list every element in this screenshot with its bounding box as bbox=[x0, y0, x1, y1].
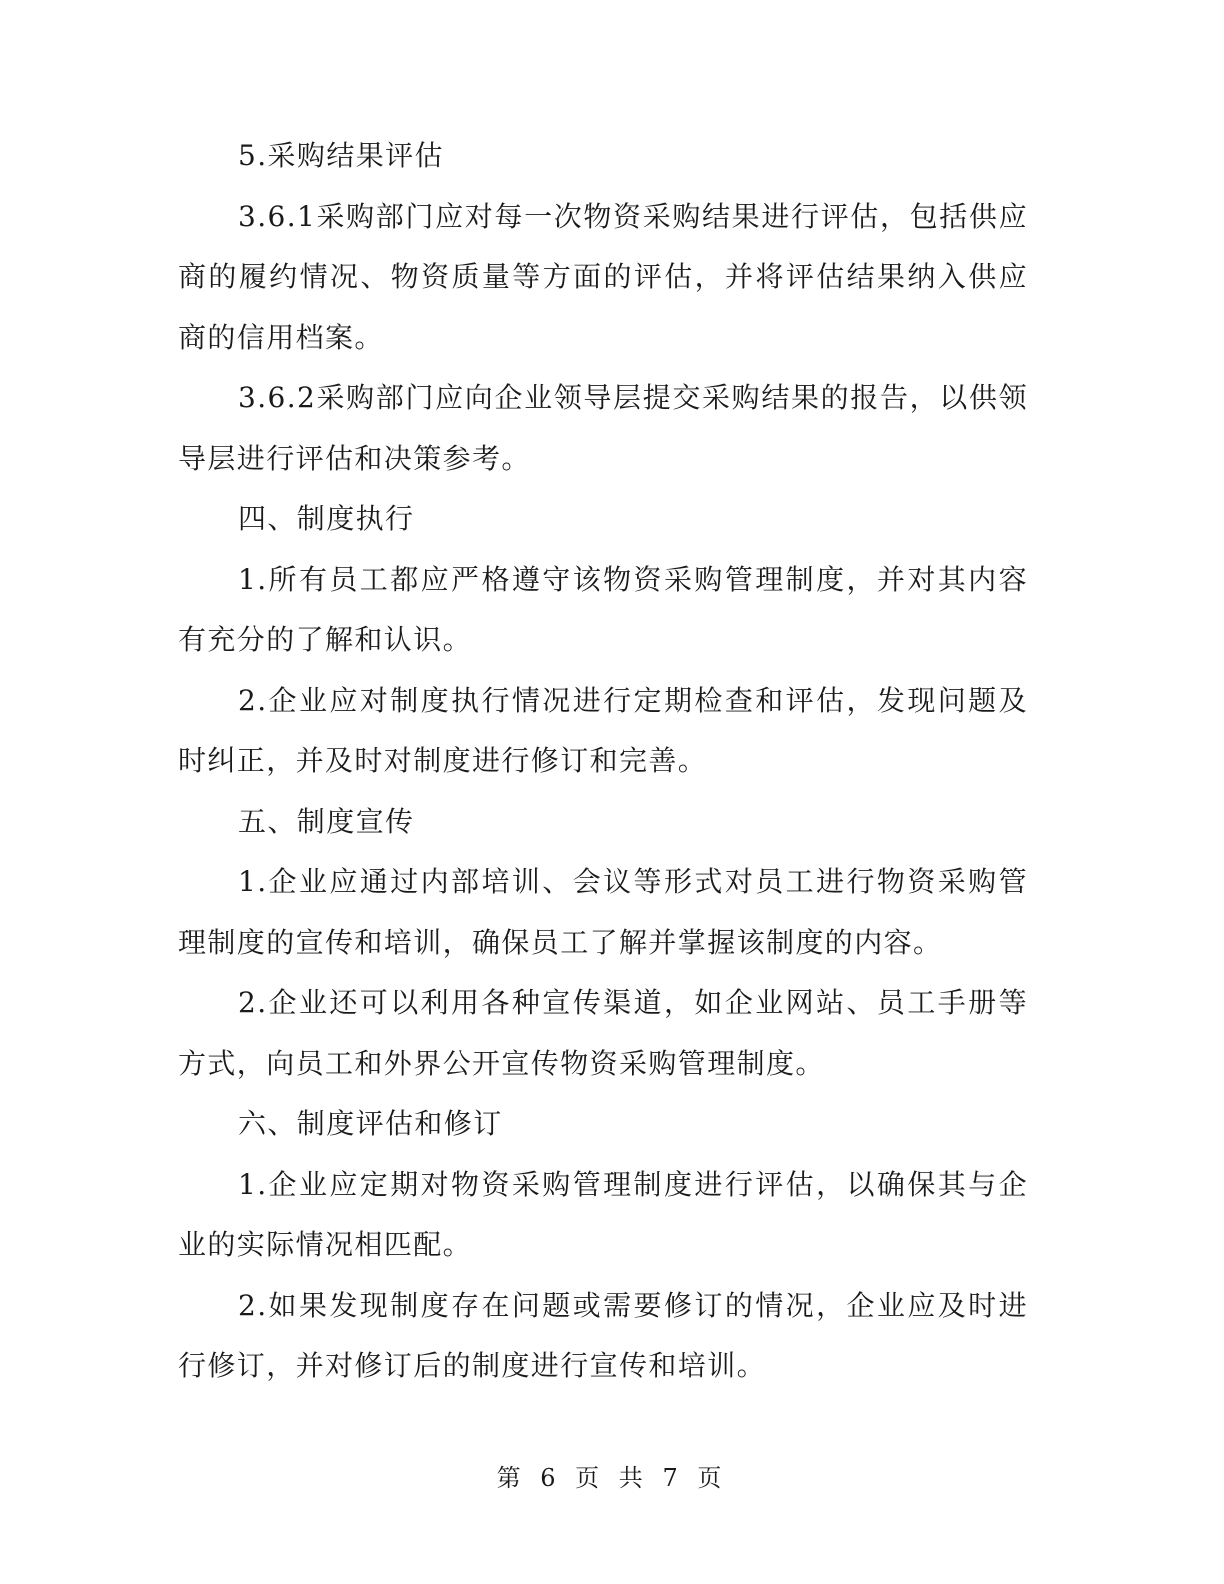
paragraph: 2.企业还可以利用各种宣传渠道，如企业网站、员工手册等方式，向员工和外界公开宣传物资采购管理制度。 bbox=[178, 986, 1028, 1080]
paragraph: 3.6.2采购部门应向企业领导层提交采购结果的报告，以供领导层进行评估和决策参考。 bbox=[178, 381, 1028, 475]
section-heading: 四、制度执行 bbox=[238, 502, 415, 535]
section-heading: 5.采购结果评估 bbox=[238, 139, 444, 172]
document-body bbox=[178, 126, 1028, 1397]
paragraph: 1.所有员工都应严格遵守该物资采购管理制度，并对其内容有充分的了解和认识。 bbox=[178, 562, 1028, 656]
paragraph: 1.企业应定期对物资采购管理制度进行评估，以确保其与企业的实际情况相匹配。 bbox=[178, 1167, 1028, 1261]
paragraph: 3.6.1采购部门应对每一次物资采购结果进行评估，包括供应商的履约情况、物资质量等方面的评估，并将评估结果纳入供应商的信用档案。 bbox=[178, 199, 1028, 354]
paragraph: 2.如果发现制度存在问题或需要修订的情况，企业应及时进行修订，并对修订后的制度进行宣传和培训。 bbox=[178, 1288, 1028, 1382]
paragraph: 2.企业应对制度执行情况进行定期检查和评估，发现问题及时纠正，并及时对制度进行修订和完善。 bbox=[178, 683, 1028, 777]
section-heading: 五、制度宣传 bbox=[238, 804, 415, 838]
paragraph: 1.企业应通过内部培训、会议等形式对员工进行物资采购管理制度的宣传和培训，确保员工了解并掌握该制度的内容。 bbox=[178, 865, 1028, 959]
page-number-footer: 第 6 页 共 7 页 bbox=[496, 1464, 728, 1492]
section-heading: 六、制度评估和修订 bbox=[238, 1107, 503, 1140]
